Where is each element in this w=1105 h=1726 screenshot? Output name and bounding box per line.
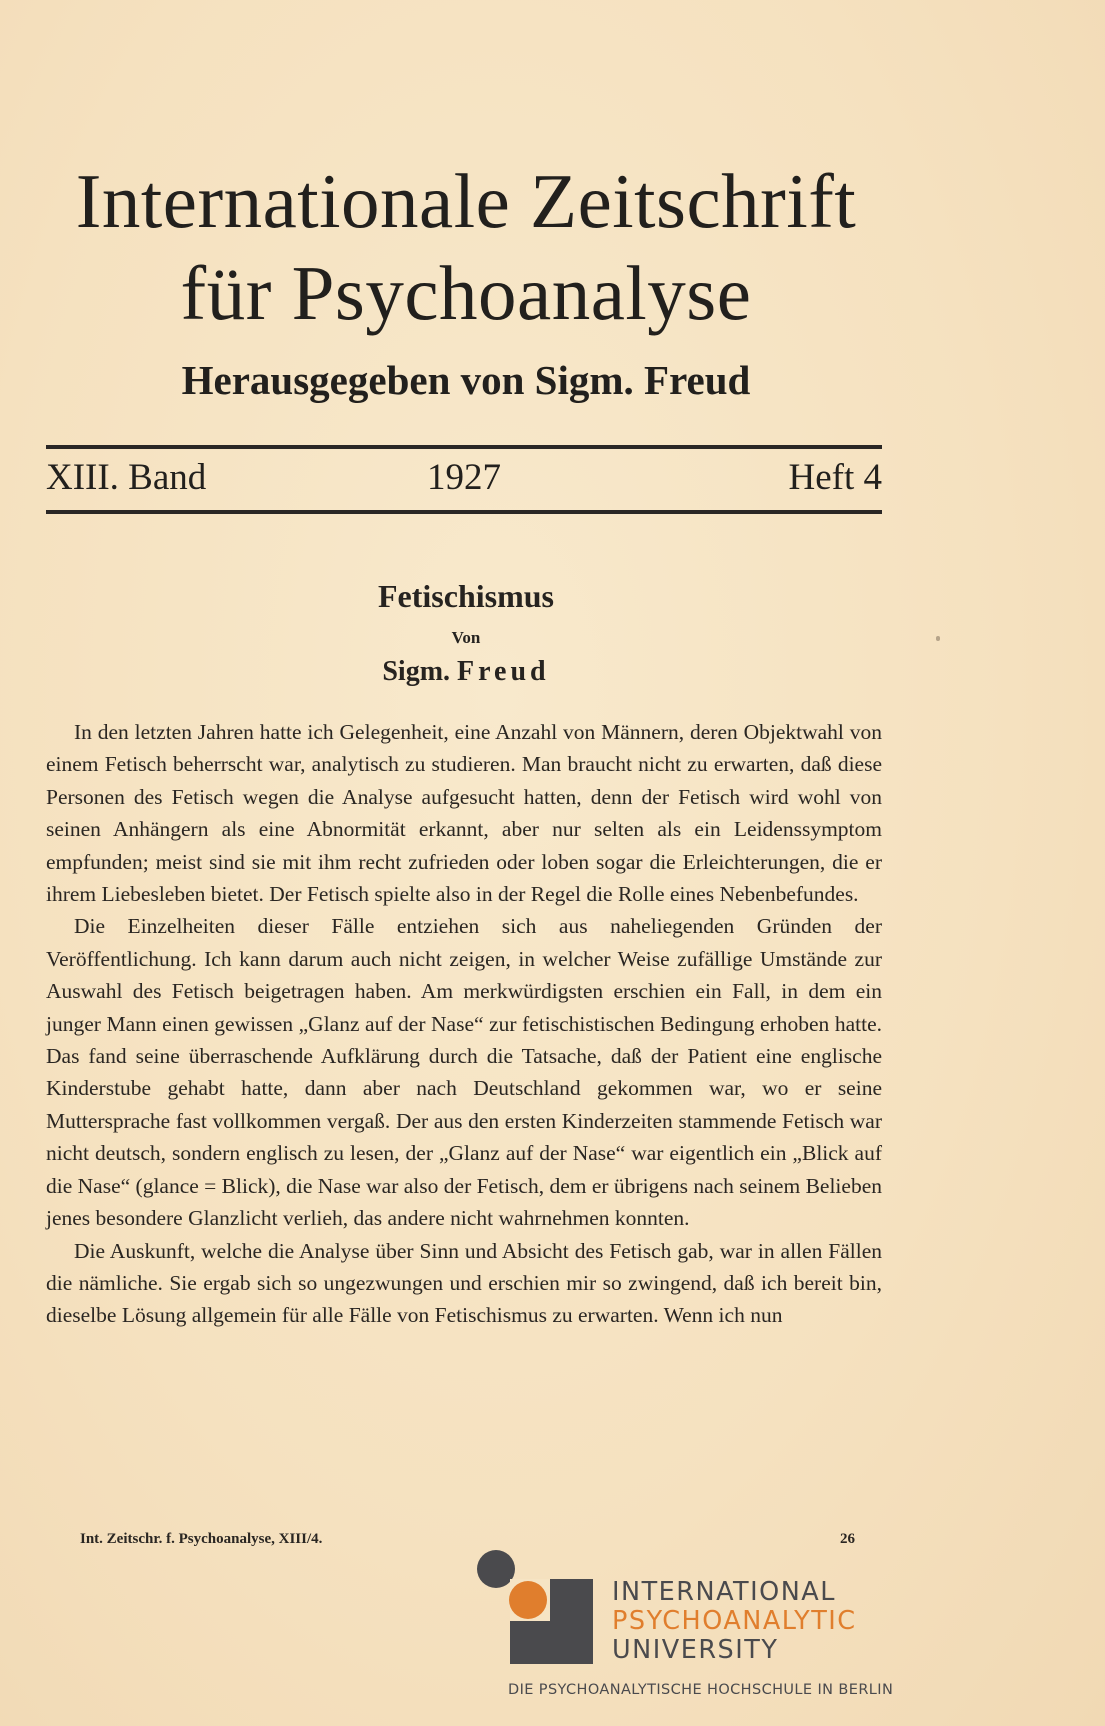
- issue-label: Heft 4: [788, 457, 882, 498]
- journal-title-line2: für Psychoanalyse: [180, 250, 752, 336]
- author-first-name: Sigm.: [382, 656, 451, 687]
- scan-speck: [936, 636, 940, 641]
- volume-label: XIII. Band: [46, 457, 207, 498]
- paragraph: Die Auskunft, welche die Analyse über Sinn und Absicht des Fetisch gab, war in allen Fällen die nämliche. Sie ergab sich so ungezwungen und erschien mir so zwingend, daß ich bereit bin, dieselbe Lösung allgemein für alle Fälle von Fetischismus zu erwarten. Wenn ich nun: [46, 1238, 882, 1328]
- masthead-issue-row: [46, 456, 882, 506]
- article-author: [40, 656, 892, 688]
- logo-line-university: UNIVERSITY: [612, 1635, 779, 1665]
- footer-citation: Int. Zeitschr. f. Psychoanalyse, XIII/4.: [80, 1531, 323, 1547]
- masthead-rule-top: [46, 445, 882, 449]
- logo-line-international: INTERNATIONAL: [612, 1577, 836, 1607]
- byline-von: Von: [451, 628, 481, 647]
- journal-title: [40, 155, 892, 339]
- masthead-rule-bottom: [46, 510, 882, 514]
- ipu-logo-mark-icon: [470, 1548, 600, 1668]
- logo-tagline: DIE PSYCHOANALYTISCHE HOCHSCHULE IN BERLIN: [508, 1682, 894, 1698]
- ipu-logo-name: [612, 1578, 857, 1665]
- paragraph: In den letzten Jahren hatte ich Gelegenheit, eine Anzahl von Männern, deren Objektwahl von einem Fetisch beherrscht war, analytisch zu studieren. Man braucht nicht zu erwarten, daß diese Personen des Fetisch wegen die Analyse aufgesucht hatten, denn der Fetisch wird wohl von seinen Anhängern als eine Abnormität erkannt, aber nur selten als ein Leidenssymptom empfunden; meist sind sie mit ihm recht zufrieden oder loben sogar die Erleichterungen, die er ihrem Liebesleben bietet. Der Fetisch spielte also in der Regel die Rolle eines Nebenbefundes.: [46, 720, 882, 907]
- year-label: 1927: [427, 457, 501, 498]
- ipu-logo: [470, 1548, 1090, 1708]
- paragraph: Die Einzelheiten dieser Fälle entziehen sich aus naheliegenden Gründen der Veröffentlichung. Ich kann darum auch nicht zeigen, in welcher Weise zufällige Umstände zur Auswahl des Fetisch beigetragen haben. Am merkwürdigsten erschien ein Fall, in dem ein junger Mann einen gewissen „Glanz auf der Nase“ zur fetischistischen Bedingung erhoben hatte. Das fand seine überraschende Aufklärung durch die Tatsache, daß der Patient eine englische Kinderstube gehabt hatte, dann aber nach Deutschland gekommen war, wo er seine Muttersprache fast vollkommen vergaß. Der aus den ersten Kinderzeiten stammende Fetisch war nicht deutsch, sondern englisch zu lesen, der „Glanz auf der Nase“ war eigentlich ein „Blick auf die Nase“ (glance = Blick), die Nase war also der Fetisch, dem er übrigens nach seinem Belieben jenes besondere Glanzlicht verlieh, das andere nicht wahrnehmen konnten.: [46, 914, 882, 1231]
- logo-line-psychoanalytic: PSYCHOANALYTIC: [612, 1606, 857, 1636]
- journal-title-line1: Internationale Zeitschrift: [75, 158, 857, 244]
- author-last-name: Freud: [457, 656, 550, 687]
- article-title: Fetischismus: [378, 578, 554, 614]
- article-body: [46, 716, 882, 1332]
- journal-editor: Herausgegeben von Sigm. Freud: [181, 357, 751, 403]
- footer-signature-mark: 26: [840, 1531, 855, 1547]
